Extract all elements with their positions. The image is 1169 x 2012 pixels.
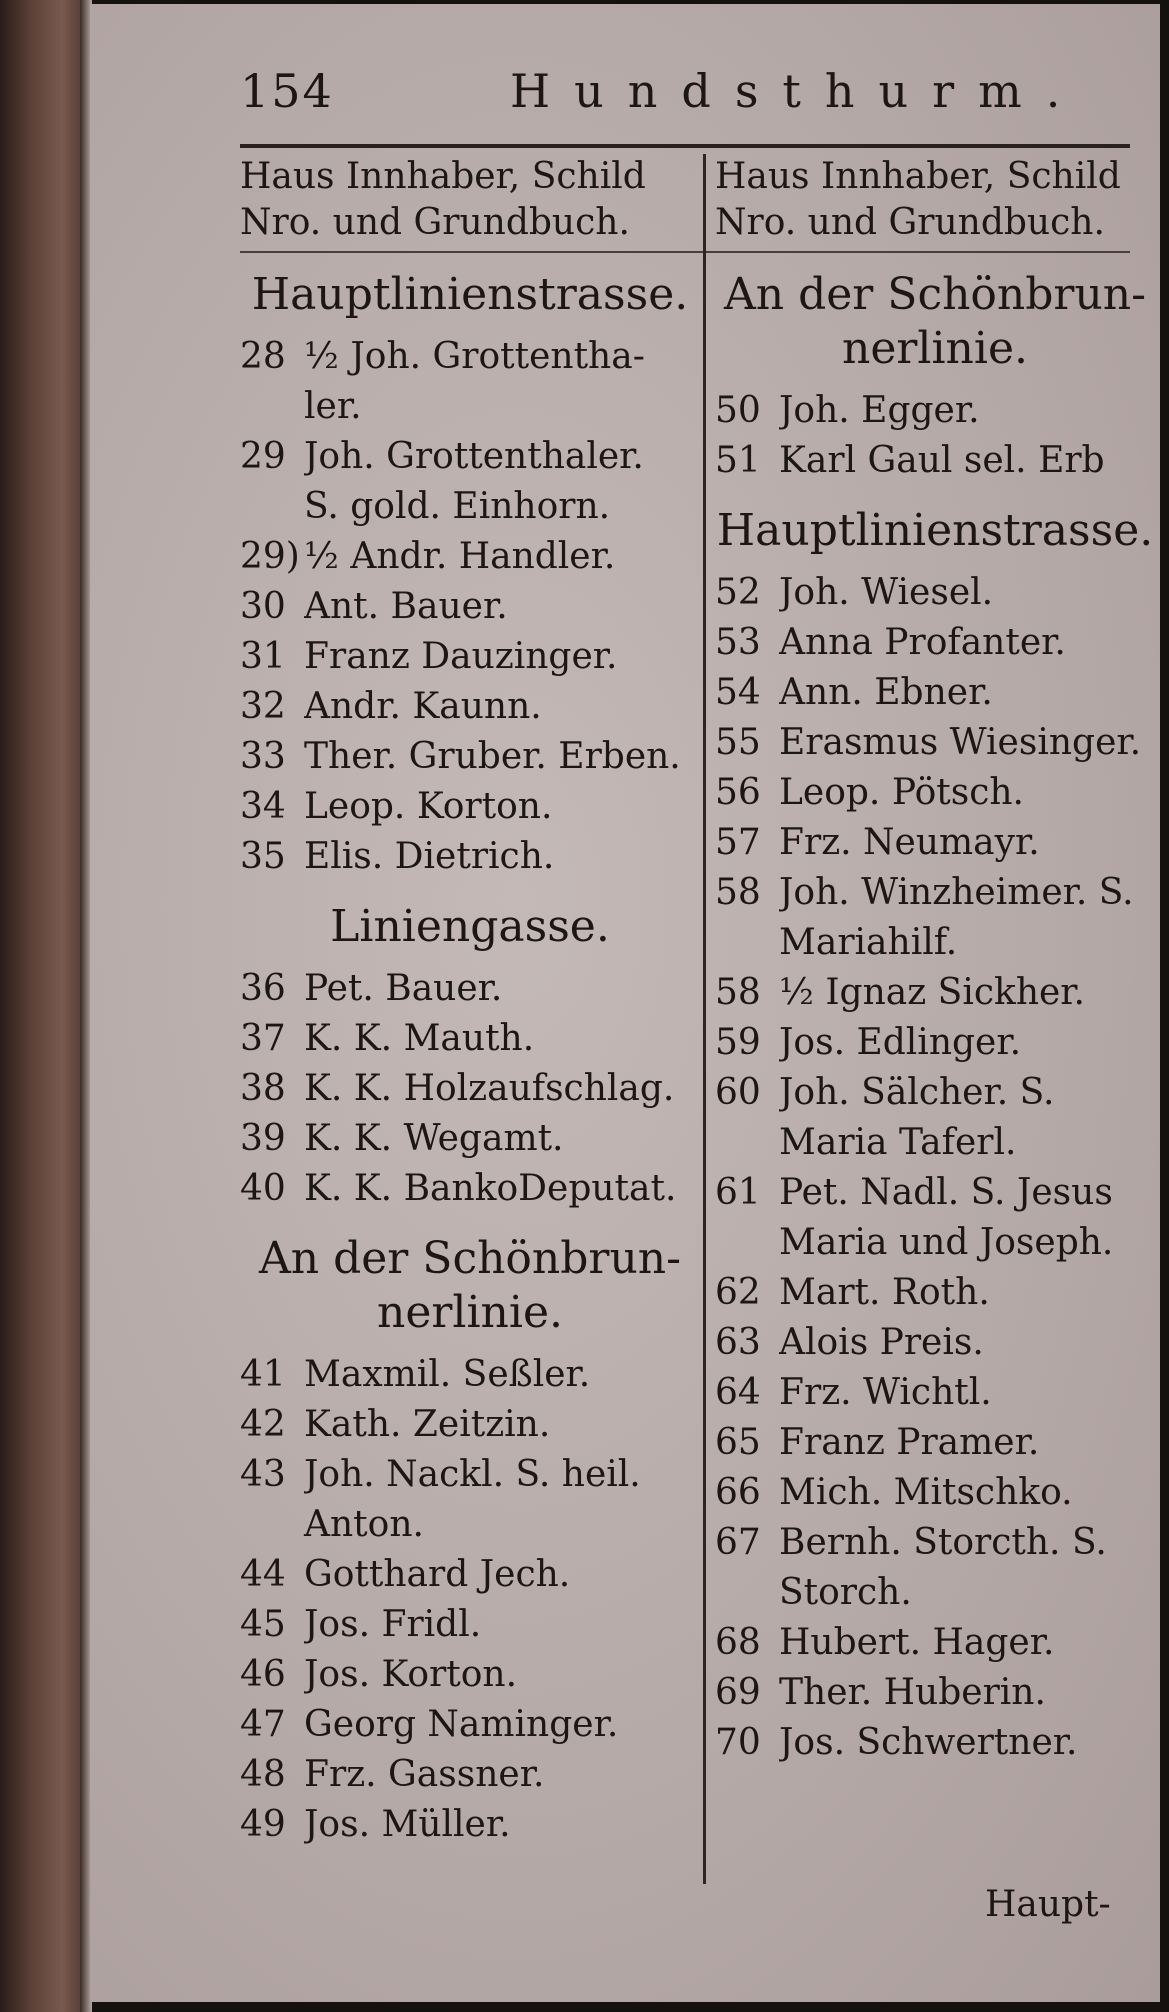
house-number: 46 [240, 1654, 286, 1695]
house-entry [715, 718, 1155, 768]
house-entry [240, 1650, 700, 1700]
owner-name: Ann. Ebner. [779, 672, 993, 713]
house-entry [715, 386, 1155, 436]
owner-name: Jos. Korton. [304, 1654, 518, 1695]
owner-name: Joh. Wiesel. [779, 572, 994, 613]
house-entry [240, 1450, 700, 1500]
house-entry [240, 682, 700, 732]
entry-continuation: Anton. [304, 1504, 424, 1545]
owner-name: Joh. Nackl. S. heil. [304, 1454, 641, 1495]
house-entry [715, 1468, 1155, 1518]
house-number: 57 [715, 822, 761, 863]
owner-name: Mich. Mitschko. [779, 1472, 1073, 1513]
owner-name: Andr. Kaunn. [304, 686, 542, 727]
owner-name: Joh. Winzheimer. S. [779, 872, 1134, 913]
right-column [715, 154, 1155, 1768]
house-number: 65 [715, 1422, 761, 1463]
house-entry [715, 1368, 1155, 1418]
owner-name: Ant. Bauer. [304, 586, 508, 627]
entry-continuation: ler. [304, 386, 362, 427]
owner-name: Jos. Fridl. [304, 1604, 482, 1645]
owner-name: Leop. Pötsch. [779, 772, 1024, 813]
house-entry [715, 436, 1155, 486]
house-number: 66 [715, 1472, 761, 1513]
house-number: 41 [240, 1354, 286, 1395]
section-title-continued: nerlinie. [842, 323, 1028, 374]
house-entry [715, 1068, 1155, 1118]
page-number: 154 [240, 64, 334, 118]
house-number: 69 [715, 1672, 761, 1713]
page-header [240, 64, 1120, 134]
house-number: 60 [715, 1072, 761, 1113]
left-column-header [240, 154, 700, 250]
house-number: 58 [715, 972, 761, 1013]
owner-name: Franz Pramer. [779, 1422, 1040, 1463]
house-number: 40 [240, 1168, 286, 1209]
house-number: 38 [240, 1068, 286, 1109]
owner-name: Joh. Sälcher. S. [779, 1072, 1055, 1113]
entry-continuation: S. gold. Einhorn. [304, 486, 611, 527]
owner-name: Leop. Korton. [304, 786, 553, 827]
house-number: 54 [715, 672, 761, 713]
owner-name: Joh. Grottenthaler. [304, 436, 644, 477]
house-number: 37 [240, 1018, 286, 1059]
house-entry [240, 964, 700, 1014]
entry-continuation: Maria Taferl. [779, 1122, 1017, 1163]
column-divider [703, 154, 706, 1884]
house-number: 36 [240, 968, 286, 1009]
owner-name: Franz Dauzinger. [304, 636, 618, 677]
house-number: 42 [240, 1404, 286, 1445]
section-title: Liniengasse. [330, 901, 610, 952]
owner-name: Jos. Müller. [304, 1804, 511, 1845]
house-number: 53 [715, 622, 761, 663]
house-number: 35 [240, 836, 286, 877]
house-number: 56 [715, 772, 761, 813]
house-number: 31 [240, 636, 286, 677]
left-column [240, 154, 700, 1850]
column-header-line: Haus Innhaber, Schild [715, 156, 1121, 197]
house-entry [715, 1518, 1155, 1568]
owner-name: K. K. Wegamt. [304, 1118, 564, 1159]
house-entry [715, 668, 1155, 718]
house-entry [240, 1350, 700, 1400]
owner-name: Jos. Edlinger. [779, 1022, 1022, 1063]
house-entry [240, 432, 700, 482]
header-rule [240, 144, 1130, 148]
owner-name: Mart. Roth. [779, 1272, 990, 1313]
house-entry [240, 732, 700, 782]
house-number: 29 [240, 436, 286, 477]
house-entry [240, 1800, 700, 1850]
house-number: 50 [715, 390, 761, 431]
house-entry [240, 1114, 700, 1164]
house-entry [715, 868, 1155, 918]
house-entry [715, 1418, 1155, 1468]
owner-name: Joh. Egger. [779, 390, 980, 431]
owner-name: Karl Gaul sel. Erb [779, 440, 1105, 481]
house-entry [240, 532, 700, 582]
owner-name: Hubert. Hager. [779, 1622, 1055, 1663]
house-entry [240, 1600, 700, 1650]
house-entry [715, 568, 1155, 618]
book-page [90, 4, 1160, 2002]
house-number: 44 [240, 1554, 286, 1595]
owner-name: Frz. Wichtl. [779, 1372, 992, 1413]
owner-name: ½ Joh. Grottentha- [304, 336, 645, 377]
house-number: 43 [240, 1454, 286, 1495]
house-entry [240, 1014, 700, 1064]
house-entry [240, 1400, 700, 1450]
house-number: 61 [715, 1172, 761, 1213]
catchword: Haupt- [985, 1884, 1111, 1925]
house-entry [715, 618, 1155, 668]
house-number: 29) [240, 536, 300, 577]
owner-name: Georg Naminger. [304, 1704, 619, 1745]
section-title: An der Schönbrun- [258, 1233, 682, 1284]
section-title: Hauptlinienstrasse. [251, 269, 689, 320]
column-header-line: Nro. und Grundbuch. [715, 202, 1105, 243]
owner-name: Erasmus Wiesinger. [779, 722, 1142, 763]
house-number: 51 [715, 440, 761, 481]
house-entry [715, 968, 1155, 1018]
house-entry [240, 782, 700, 832]
owner-name: Ther. Huberin. [779, 1672, 1046, 1713]
owner-name: Gotthard Jech. [304, 1554, 571, 1595]
house-number: 45 [240, 1604, 286, 1645]
house-number: 47 [240, 1704, 286, 1745]
owner-name: Frz. Gassner. [304, 1754, 545, 1795]
house-entry [715, 1718, 1155, 1768]
owner-name: Bernh. Storcth. S. [779, 1522, 1107, 1563]
house-number: 59 [715, 1022, 761, 1063]
house-entry [240, 832, 700, 882]
owner-name: Kath. Zeitzin. [304, 1404, 551, 1445]
column-header-line: Nro. und Grundbuch. [240, 202, 630, 243]
house-entry [715, 768, 1155, 818]
house-entry [715, 1668, 1155, 1718]
owner-name: Ther. Gruber. Erben. [304, 736, 681, 777]
owner-name: Pet. Nadl. S. Jesus [779, 1172, 1113, 1213]
house-entry [715, 1268, 1155, 1318]
house-entry [240, 1064, 700, 1114]
house-number: 64 [715, 1372, 761, 1413]
house-entry [715, 1018, 1155, 1068]
section-title-continued: nerlinie. [377, 1287, 563, 1338]
house-entry [240, 582, 700, 632]
column-header-line: Haus Innhaber, Schild [240, 156, 646, 197]
house-number: 58 [715, 872, 761, 913]
house-number: 39 [240, 1118, 286, 1159]
house-number: 63 [715, 1322, 761, 1363]
right-column-header [715, 154, 1155, 250]
owner-name: K. K. Mauth. [304, 1018, 535, 1059]
house-entry [240, 1164, 700, 1214]
house-entry [240, 1750, 700, 1800]
house-number: 68 [715, 1622, 761, 1663]
house-number: 52 [715, 572, 761, 613]
owner-name: Elis. Dietrich. [304, 836, 555, 877]
house-number: 49 [240, 1804, 286, 1845]
section-title: An der Schönbrun- [723, 269, 1147, 320]
running-title: Hundsthurm. [510, 64, 1085, 118]
house-number: 32 [240, 686, 286, 727]
house-entry [715, 818, 1155, 868]
house-entry [240, 632, 700, 682]
owner-name: ½ Ignaz Sickher. [779, 972, 1085, 1013]
section-title: Hauptlinienstrasse. [716, 505, 1154, 556]
house-number: 30 [240, 586, 286, 627]
owner-name: K. K. BankoDeputat. [304, 1168, 677, 1209]
house-number: 33 [240, 736, 286, 777]
book-spine [0, 0, 88, 2012]
house-entry [240, 1700, 700, 1750]
house-number: 48 [240, 1754, 286, 1795]
house-number: 67 [715, 1522, 761, 1563]
house-number: 55 [715, 722, 761, 763]
owner-name: Anna Profanter. [779, 622, 1066, 663]
house-entry [715, 1618, 1155, 1668]
entry-continuation: Maria und Joseph. [779, 1222, 1114, 1263]
house-entry [240, 1550, 700, 1600]
house-number: 34 [240, 786, 286, 827]
house-entry [715, 1318, 1155, 1368]
entry-continuation: Mariahilf. [779, 922, 958, 963]
owner-name: Jos. Schwertner. [779, 1722, 1078, 1763]
entry-continuation: Storch. [779, 1572, 912, 1613]
house-number: 28 [240, 336, 286, 377]
owner-name: Frz. Neumayr. [779, 822, 1040, 863]
owner-name: ½ Andr. Handler. [304, 536, 616, 577]
house-entry [715, 1168, 1155, 1218]
house-number: 70 [715, 1722, 761, 1763]
owner-name: K. K. Holzaufschlag. [304, 1068, 675, 1109]
owner-name: Alois Preis. [779, 1322, 984, 1363]
owner-name: Pet. Bauer. [304, 968, 503, 1009]
house-number: 62 [715, 1272, 761, 1313]
house-entry [240, 332, 700, 382]
owner-name: Maxmil. Seßler. [304, 1354, 591, 1395]
